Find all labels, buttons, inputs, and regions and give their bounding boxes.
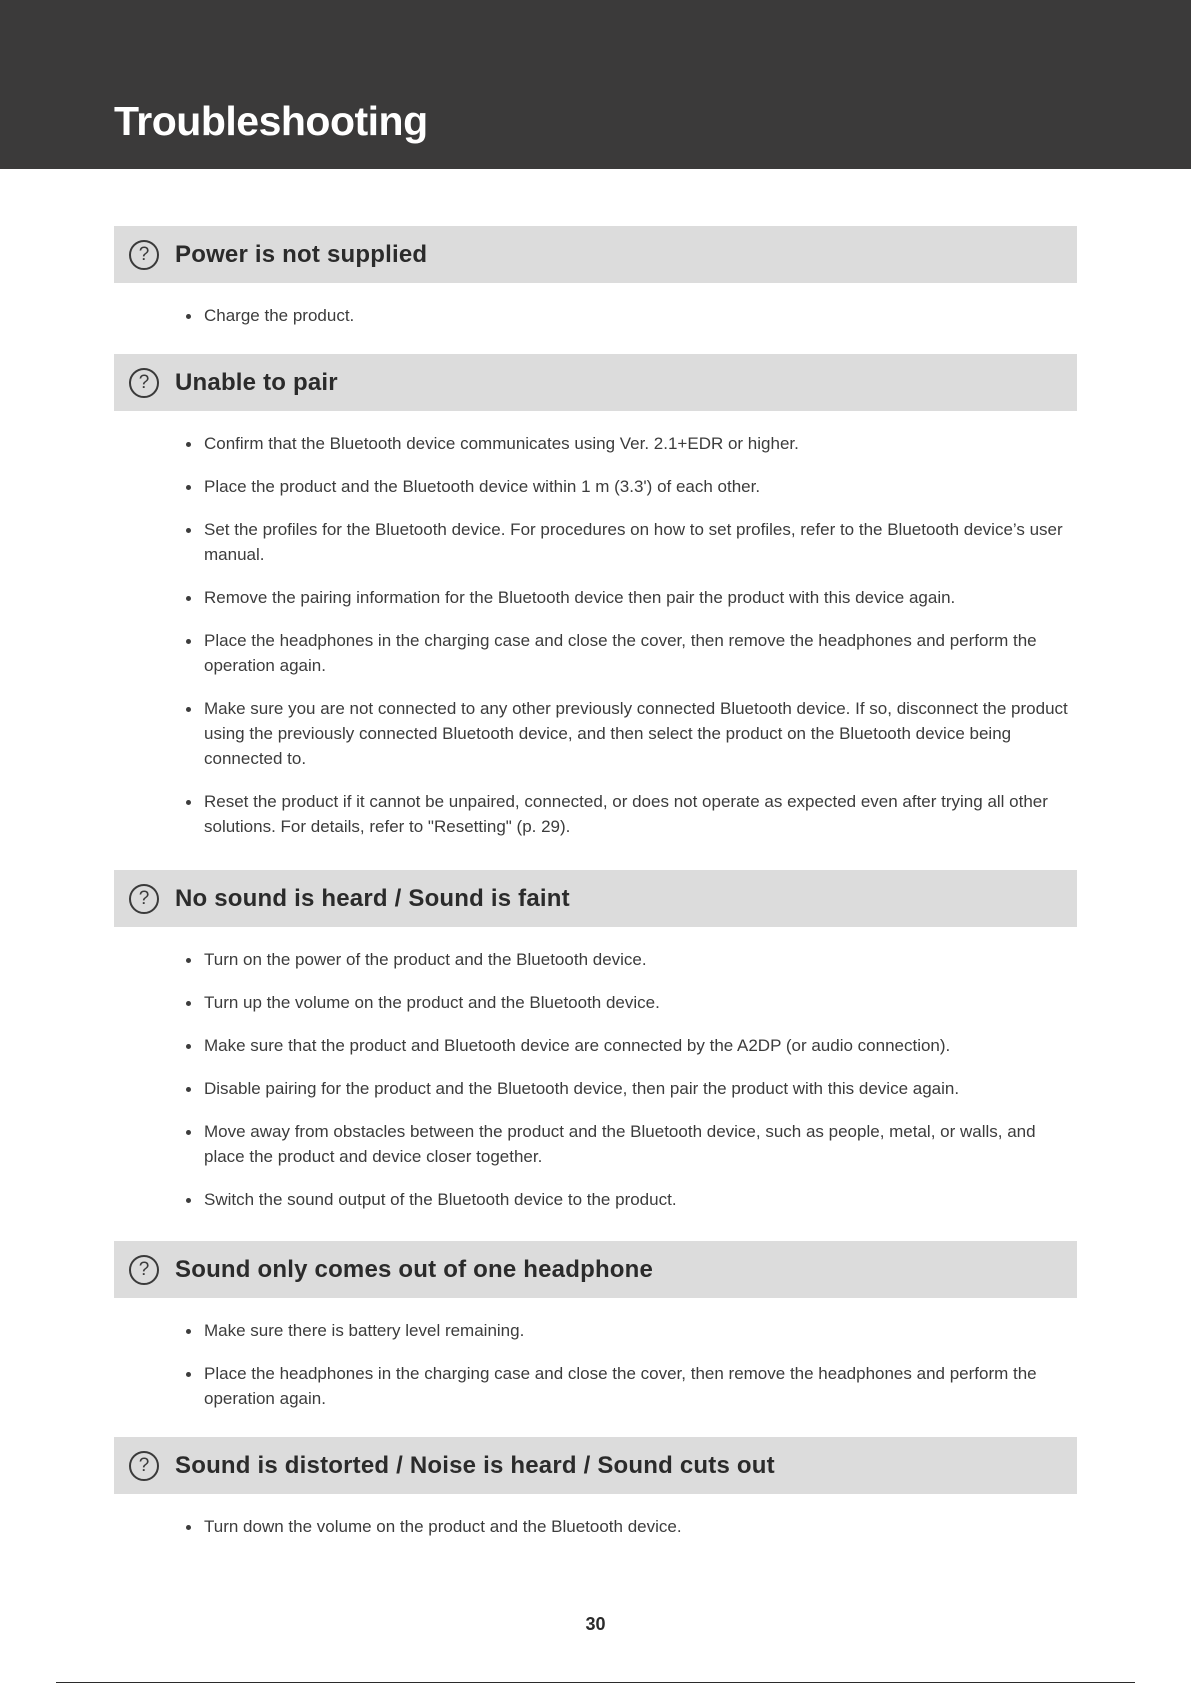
list-item: Turn down the volume on the product and the Bluetooth device.: [204, 1514, 1069, 1539]
page-number: 30: [585, 1614, 606, 1634]
section-header: [114, 1241, 1077, 1298]
list-item: Remove the pairing information for the Bluetooth device then pair the product with this device again.: [204, 585, 1069, 610]
page-title: Troubleshooting: [114, 98, 428, 144]
section-no-sound: [114, 870, 1077, 1230]
section-title: Sound only comes out of one headphone: [175, 1255, 654, 1283]
bullet-list: [114, 303, 1077, 328]
section-title: Unable to pair: [175, 368, 338, 396]
list-item: Move away from obstacles between the product and the Bluetooth device, such as people, metal, or walls, and place the product and device closer together.: [204, 1119, 1069, 1169]
question-circle-icon: ?: [129, 240, 159, 270]
list-item: Set the profiles for the Bluetooth device. For procedures on how to set profiles, refer to the Bluetooth device’s user manual.: [204, 517, 1069, 567]
section-header: [114, 870, 1077, 927]
section-power-not-supplied: [114, 226, 1077, 346]
question-circle-icon: ?: [129, 1451, 159, 1481]
list-item: Confirm that the Bluetooth device communicates using Ver. 2.1+EDR or higher.: [204, 431, 1069, 456]
bullet-list: [114, 431, 1077, 839]
footer-divider: [56, 1682, 1135, 1683]
section-title: Sound is distorted / Noise is heard / Sound cuts out: [175, 1451, 775, 1479]
section-header: [114, 1437, 1077, 1494]
section-one-headphone: [114, 1241, 1077, 1429]
bullet-list: [114, 1514, 1077, 1539]
section-sound-distorted: [114, 1437, 1077, 1557]
section-title: Power is not supplied: [175, 240, 428, 268]
list-item: Turn up the volume on the product and the Bluetooth device.: [204, 990, 1069, 1015]
list-item: Place the headphones in the charging case and close the cover, then remove the headphones and perform the operation again.: [204, 628, 1069, 678]
section-title: No sound is heard / Sound is faint: [175, 884, 570, 912]
list-item: Make sure that the product and Bluetooth device are connected by the A2DP (or audio connection).: [204, 1033, 1069, 1058]
section-header: [114, 354, 1077, 411]
bullet-list: [114, 1318, 1077, 1411]
question-circle-icon: ?: [129, 1255, 159, 1285]
list-item: Switch the sound output of the Bluetooth device to the product.: [204, 1187, 1069, 1212]
list-item: Disable pairing for the product and the Bluetooth device, then pair the product with this device again.: [204, 1076, 1069, 1101]
section-unable-to-pair: [114, 354, 1077, 857]
list-item: Make sure there is battery level remaining.: [204, 1318, 1069, 1343]
list-item: Reset the product if it cannot be unpaired, connected, or does not operate as expected even after trying all other solutions. For details, refer to "Resetting" (p. 29).: [204, 789, 1069, 839]
list-item: Turn on the power of the product and the Bluetooth device.: [204, 947, 1069, 972]
question-circle-icon: ?: [129, 884, 159, 914]
bullet-list: [114, 947, 1077, 1212]
question-circle-icon: ?: [129, 368, 159, 398]
list-item: Make sure you are not connected to any other previously connected Bluetooth device. If so, disconnect the product using the previously connected Bluetooth device, and then select the product on the Bluetooth device being connected to.: [204, 696, 1069, 771]
list-item: Charge the product.: [204, 303, 1069, 328]
section-header: [114, 226, 1077, 283]
list-item: Place the headphones in the charging case and close the cover, then remove the headphones and perform the operation again.: [204, 1361, 1069, 1411]
list-item: Place the product and the Bluetooth device within 1 m (3.3') of each other.: [204, 474, 1069, 499]
